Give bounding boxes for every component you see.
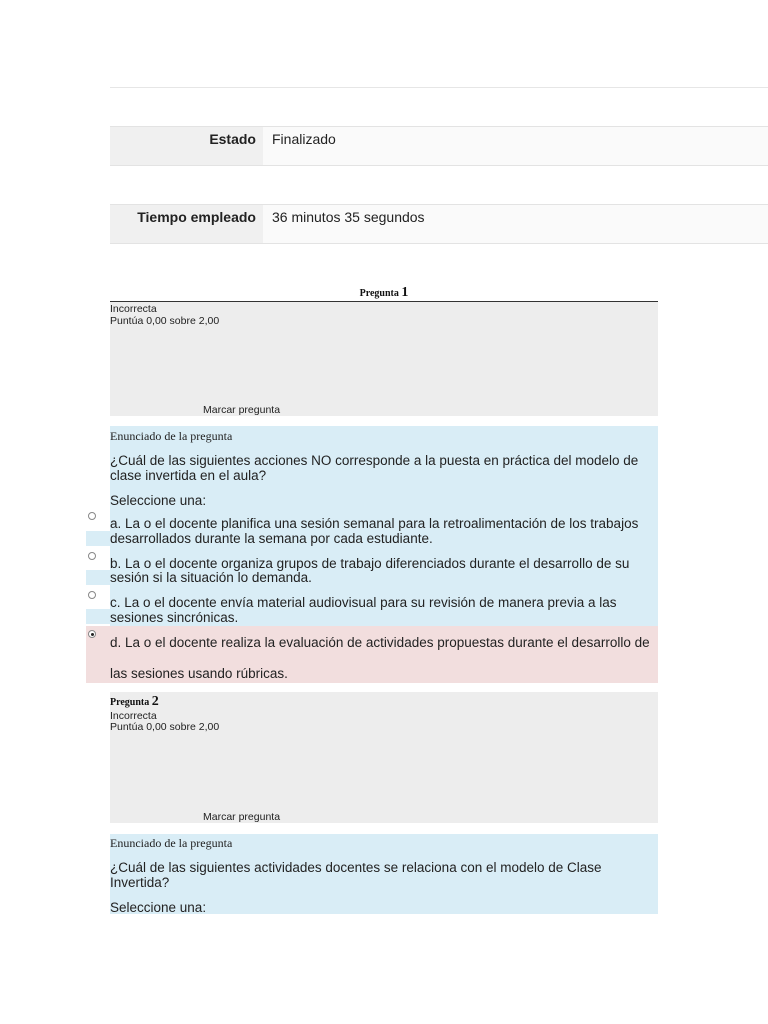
- question-1-text-line1: ¿Cuál de las siguientes acciones NO corresponde a la puesta en práctica del modelo de: [110, 453, 639, 468]
- option-c-radio[interactable]: [88, 591, 96, 599]
- option-b-radio[interactable]: [88, 552, 96, 560]
- time-row: [110, 204, 768, 244]
- top-divider: [110, 87, 768, 88]
- question-1-statement-heading: Enunciado de la pregunta: [110, 429, 233, 443]
- option-a-text-line1[interactable]: a. La o el docente planifica una sesión semanal para la retroalimentación de los trabajos: [110, 516, 639, 531]
- option-d-radio[interactable]: [88, 630, 96, 638]
- question-1-title: Pregunta 1: [359, 285, 409, 300]
- time-value: 36 minutos 35 segundos: [263, 205, 768, 243]
- question-2-info-box: [110, 692, 658, 823]
- question-1-text-line2: clase invertida en el aula?: [110, 468, 267, 483]
- option-b-text-line1[interactable]: b. La o el docente organiza grupos de trabajo diferenciados durante el desarrollo de su: [110, 556, 630, 571]
- question-1-flag-link[interactable]: Marcar pregunta: [203, 404, 281, 416]
- question-2-select-prompt: Seleccione una:: [110, 900, 207, 915]
- question-2-score: Puntúa 0,00 sobre 2,00: [110, 721, 220, 733]
- question-2-flag-link[interactable]: Marcar pregunta: [203, 811, 281, 823]
- option-c-text-line1[interactable]: c. La o el docente envía material audiovisual para su revisión de manera previa a las: [110, 595, 617, 610]
- question-1-status: Incorrecta: [110, 303, 157, 315]
- option-a-text-line2[interactable]: desarrollados durante la semana por cada estudiante.: [110, 531, 433, 546]
- option-a-radio[interactable]: [88, 512, 96, 520]
- option-d-text-line1[interactable]: d. La o el docente realiza la evaluación de actividades propuestas durante el desarrollo de: [110, 635, 650, 650]
- question-1-select-prompt: Seleccione una:: [110, 493, 207, 508]
- option-b-text-line2[interactable]: sesión si la situación lo demanda.: [110, 570, 312, 585]
- question-2-statement-heading: Enunciado de la pregunta: [110, 836, 233, 850]
- option-d-text-line2[interactable]: las sesiones usando rúbricas.: [110, 666, 288, 681]
- question-1-score: Puntúa 0,00 sobre 2,00: [110, 315, 220, 327]
- state-value: Finalizado: [263, 127, 768, 165]
- state-row: [110, 126, 768, 166]
- time-label: Tiempo empleado: [110, 205, 263, 243]
- question-2-text-line1: ¿Cuál de las siguientes actividades docentes se relaciona con el modelo de Clase: [110, 860, 602, 875]
- state-label: Estado: [110, 127, 263, 165]
- question-1-info-box: [110, 302, 658, 416]
- option-c-text-line2[interactable]: sesiones sincrónicas.: [110, 610, 239, 625]
- question-2-text-line2: Invertida?: [110, 875, 170, 890]
- question-2-title: Pregunta 2: [110, 694, 159, 709]
- question-2-status: Incorrecta: [110, 710, 157, 722]
